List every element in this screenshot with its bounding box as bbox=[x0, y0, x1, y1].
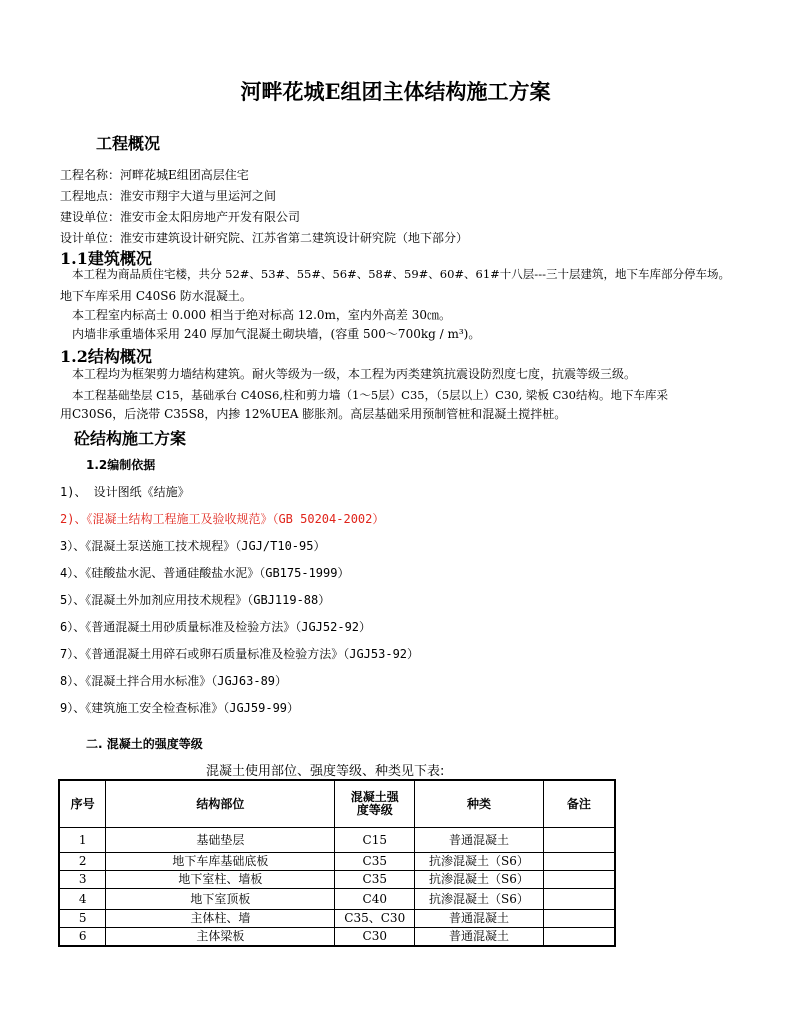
col-header-grade bbox=[335, 780, 415, 828]
cell-remark bbox=[543, 928, 615, 947]
cell-remark bbox=[543, 853, 615, 871]
cell-type: 普通混凝土 bbox=[415, 828, 544, 853]
cell-part: 地下室柱、墙板 bbox=[106, 871, 335, 889]
section-1-1-para-2: 本工程室内标高士 0.000 相当于绝对标高 12.0m，室内外高差 30㎝。 bbox=[72, 308, 451, 322]
cell-grade: C35、C30 bbox=[335, 910, 415, 928]
col-header-index: 序号 bbox=[59, 780, 106, 828]
table-row bbox=[59, 853, 615, 871]
section-1-2-para-1: 本工程均为框架剪力墙结构建筑。耐火等级为一级，本工程为丙类建筑抗震设防烈度七度，抗震等级三级。 bbox=[72, 367, 637, 381]
basis-item-3: 3）、《混凝土泵送施工技术规程》（JGJ/T10-95） bbox=[60, 539, 326, 553]
table-row bbox=[59, 910, 615, 928]
section-1-1-heading: 1.1建筑概况 bbox=[60, 249, 152, 268]
cell-grade: C30 bbox=[335, 928, 415, 947]
cell-type: 抗渗混凝土（S6） bbox=[415, 889, 544, 910]
cell-part: 地下室顶板 bbox=[106, 889, 335, 910]
section-1-1-para-3: 内墙非承重墙体采用 240 厚加气混凝土砌块墙，(容重 500～700kg / m³)。 bbox=[72, 327, 481, 341]
basis-item-2: 2)、《混凝土结构工程施工及验收规范》（GB 50204-2002） bbox=[60, 512, 385, 526]
cell-remark bbox=[543, 910, 615, 928]
cell-grade: C40 bbox=[335, 889, 415, 910]
cell-index: 4 bbox=[59, 889, 106, 910]
table-row bbox=[59, 828, 615, 853]
overview-heading: 工程概况 bbox=[96, 134, 161, 153]
cell-type: 普通混凝土 bbox=[415, 928, 544, 947]
grade-table-caption: 混凝土使用部位、强度等级、种类见下表: bbox=[206, 764, 445, 779]
table-row bbox=[59, 928, 615, 947]
cell-grade: C35 bbox=[335, 871, 415, 889]
table-header-row bbox=[59, 780, 615, 828]
cell-index: 2 bbox=[59, 853, 106, 871]
cell-grade: C15 bbox=[335, 828, 415, 853]
basis-item-1: 1)、 设计图纸《结施》 bbox=[60, 485, 190, 499]
cell-type: 抗渗混凝土（S6） bbox=[415, 871, 544, 889]
section-1-1-para-1b: 地下车库采用 C40S6 防水混凝土。 bbox=[60, 289, 252, 303]
cell-remark bbox=[543, 828, 615, 853]
col-header-remark: 备注 bbox=[543, 780, 615, 828]
section-1-1-para-1a: 本工程为商品质住宅楼，共分 52#、53#、55#、56#、58#、59#、60#、61#十八层---三十层建筑，地下车库部分停车场。 bbox=[72, 267, 730, 281]
cell-part: 主体梁板 bbox=[106, 928, 335, 947]
section-1-2-para-2a: 本工程基础垫层 C15，基础承台 C40S6,柱和剪力墙（1～5层）C35，（5层以上）C30, 梁板 C30结构。地下车库采 bbox=[72, 388, 668, 402]
cell-part: 主体柱、墙 bbox=[106, 910, 335, 928]
section-1-2-heading: 1.2结构概况 bbox=[60, 347, 152, 366]
cell-type: 普通混凝土 bbox=[415, 910, 544, 928]
basis-item-8: 8）、《混凝土拌合用水标准》（JGJ63-89） bbox=[60, 674, 288, 688]
basis-item-7: 7）、《普通混凝土用碎石或卵石质量标准及检验方法》（JGJ53-92） bbox=[60, 647, 420, 661]
section-1-2-para-2b: 用C30S6，后浇带 C35S8，内掺 12%UEA 膨胀剂。高层基础采用预制管桩和混凝土搅拌桩。 bbox=[60, 407, 567, 421]
cell-remark bbox=[543, 889, 615, 910]
basis-item-4: 4）、《硅酸盐水泥、普通硅酸盐水泥》（GB175-1999） bbox=[60, 566, 350, 580]
plan-heading: 砼结构施工方案 bbox=[74, 429, 187, 448]
cell-index: 6 bbox=[59, 928, 106, 947]
cell-index: 3 bbox=[59, 871, 106, 889]
col-header-type: 种类 bbox=[415, 780, 544, 828]
designer-line: 设计单位：淮安市建筑设计研究院、江苏省第二建筑设计研究院（地下部分） bbox=[60, 231, 469, 245]
concrete-grade-table bbox=[58, 779, 616, 947]
document-title: 河畔花城E组团主体结构施工方案 bbox=[240, 79, 551, 104]
col-header-part: 结构部位 bbox=[106, 780, 335, 828]
table-row bbox=[59, 871, 615, 889]
project-name-line: 工程名称：河畔花城E组团高层住宅 bbox=[60, 168, 249, 182]
cell-part: 基础垫层 bbox=[106, 828, 335, 853]
project-site-line: 工程地点：淮安市翔宇大道与里运河之间 bbox=[60, 189, 277, 203]
cell-grade: C35 bbox=[335, 853, 415, 871]
grade-heading: 二. 混凝土的强度等级 bbox=[86, 737, 203, 751]
cell-index: 1 bbox=[59, 828, 106, 853]
basis-heading: 1.2编制依据 bbox=[86, 458, 156, 472]
basis-item-6: 6）、《普通混凝土用砂质量标准及检验方法》（JGJ52-92） bbox=[60, 620, 372, 634]
table-row bbox=[59, 889, 615, 910]
cell-type: 抗渗混凝土（S6） bbox=[415, 853, 544, 871]
cell-remark bbox=[543, 871, 615, 889]
col-header-grade-text: 混凝土强度等级 bbox=[350, 790, 399, 817]
basis-item-9: 9）、《建筑施工安全检查标准》（JGJ59-99） bbox=[60, 701, 300, 715]
basis-item-5: 5）、《混凝土外加剂应用技术规程》（GBJ119-88） bbox=[60, 593, 331, 607]
cell-index: 5 bbox=[59, 910, 106, 928]
client-line: 建设单位：淮安市金太阳房地产开发有限公司 bbox=[60, 210, 301, 224]
cell-part: 地下车库基础底板 bbox=[106, 853, 335, 871]
